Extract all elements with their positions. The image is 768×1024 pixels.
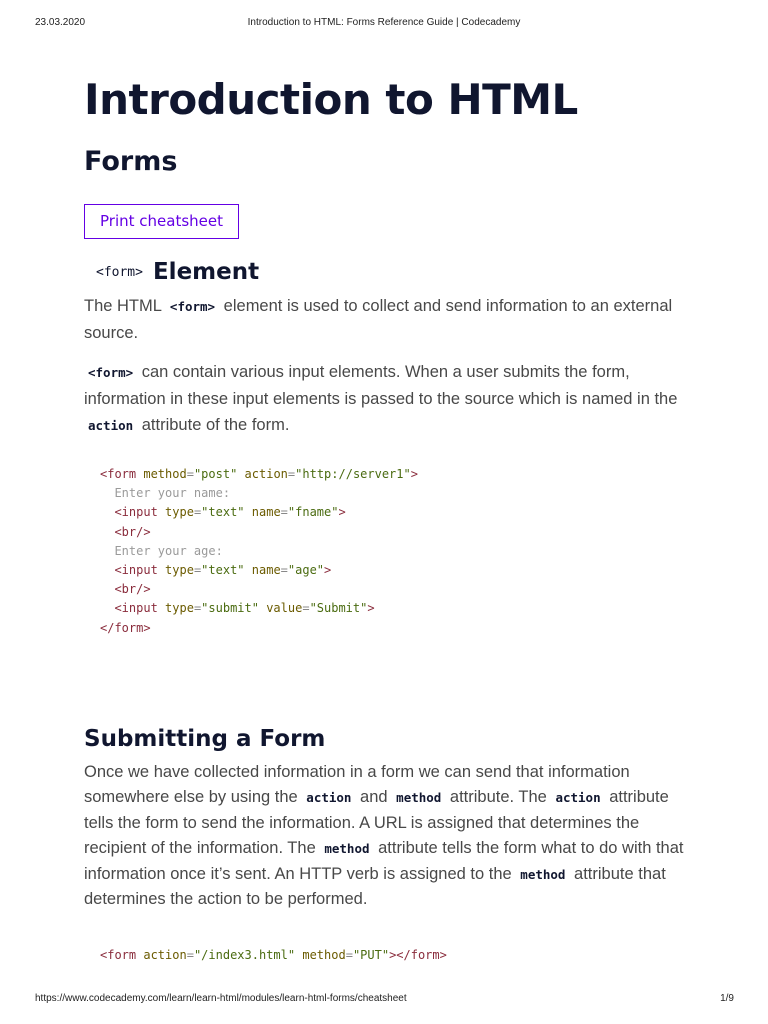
code-token: =	[186, 947, 194, 962]
code-line	[100, 542, 684, 561]
code-token: value	[266, 601, 303, 616]
inline-code: <form>	[169, 299, 216, 314]
print-cheatsheet-button[interactable]: Print cheatsheet	[84, 204, 239, 239]
code-line	[100, 484, 684, 503]
code-token: <input	[100, 505, 166, 520]
code-token: <form	[100, 947, 144, 962]
code-token: "post"	[193, 467, 238, 481]
code-token: >	[338, 505, 346, 520]
heading-text-element: Element	[152, 259, 260, 285]
form-description-paragraph	[84, 293, 684, 346]
text: and	[360, 788, 388, 807]
text: element is used to collect and send information to an external source.	[84, 297, 673, 342]
code-token: "Submit"	[309, 601, 368, 616]
code-token: method	[302, 947, 346, 962]
code-token: =	[302, 601, 310, 616]
text: attribute that determines the action to be performed.	[84, 864, 666, 909]
code-line	[100, 503, 684, 522]
code-token: method	[143, 467, 187, 481]
page-subtitle: Forms	[84, 146, 178, 177]
code-token: "PUT"	[352, 947, 390, 962]
text: The HTML	[84, 297, 162, 315]
code-token: =	[280, 563, 288, 578]
code-token: action	[143, 947, 187, 962]
section-heading-submitting: Submitting a Form	[84, 725, 326, 752]
code-token: =	[193, 601, 202, 616]
code-token: Enter your name:	[100, 486, 231, 501]
code-token: =	[287, 467, 296, 481]
code-token: <input	[100, 563, 166, 578]
section-heading-form-element	[84, 256, 684, 289]
code-line	[100, 580, 684, 599]
code-token: action	[244, 467, 288, 481]
section-submitting-form	[84, 724, 684, 965]
code-token: "submit"	[201, 601, 259, 616]
code-token: <br/>	[100, 582, 151, 597]
text: attribute. The	[449, 788, 547, 807]
code-token: ></form>	[389, 947, 447, 962]
code-token: =	[193, 505, 202, 520]
code-token: "fname"	[287, 505, 339, 520]
code-token: "text"	[201, 505, 245, 520]
inline-code: method	[324, 841, 370, 857]
print-date: 23.03.2020	[35, 17, 86, 28]
code-token: type	[165, 505, 194, 520]
text: attribute tells the form to send the information. A URL is assigned that determines the recipient of the information. The	[84, 788, 669, 858]
code-token: <form	[100, 467, 144, 481]
code-token: type	[165, 563, 194, 578]
submitting-paragraph	[84, 760, 684, 913]
code-token: type	[165, 601, 194, 616]
page-title: Introduction to HTML	[84, 75, 578, 124]
code-token: "age"	[287, 563, 325, 578]
code-token: </form>	[100, 620, 151, 635]
code-token	[237, 467, 244, 481]
code-token: =	[280, 505, 288, 520]
code-token: name	[251, 505, 281, 520]
print-page-title: Introduction to HTML: Forms Reference Guide | Codecademy	[247, 17, 521, 28]
text: can contain various input elements. When a user submits the form, information in these input elements is passed to the source which is named in the	[84, 363, 678, 408]
cheatsheet-content	[84, 70, 684, 965]
code-token: "text"	[201, 563, 245, 578]
inline-code: action	[555, 790, 601, 806]
inline-code: action	[88, 418, 134, 433]
code-token: >	[324, 563, 332, 578]
code-example-submit	[100, 946, 684, 965]
inline-code: method	[396, 790, 442, 806]
code-token: Enter your age:	[100, 543, 223, 558]
code-token: =	[193, 563, 202, 578]
print-url: https://www.codecademy.com/learn/learn-html/modules/learn-html-forms/cheatsheet	[35, 993, 407, 1004]
code-token: >	[410, 467, 418, 481]
inline-code: action	[306, 790, 352, 806]
code-line	[100, 523, 684, 542]
code-example-form	[100, 465, 684, 638]
code-token: >	[367, 601, 375, 616]
code-line	[100, 561, 684, 580]
form-inputs-paragraph	[84, 359, 684, 439]
inline-code: <form>	[88, 365, 134, 380]
code-token: name	[251, 563, 281, 578]
code-line	[100, 619, 684, 638]
code-line	[100, 465, 684, 484]
code-token: <br/>	[100, 524, 151, 539]
code-token: "http://server1"	[295, 467, 411, 481]
code-token: "/index3.html"	[193, 947, 296, 962]
section-form-element	[84, 256, 684, 638]
code-token: =	[186, 467, 194, 481]
code-line	[100, 599, 684, 618]
text: attribute tells the form what to do with that information once it’s sent. An HTTP verb is assigned to the	[84, 839, 684, 883]
code-token	[245, 563, 252, 577]
inline-code: method	[520, 866, 566, 882]
heading-code-form: <form>	[96, 265, 143, 280]
code-token: =	[345, 947, 353, 962]
code-line	[100, 946, 684, 965]
print-page-number: 1/9	[720, 993, 734, 1004]
text: Once we have collected information in a form we can send that information somewhere else by using the	[84, 762, 630, 807]
text: attribute of the form.	[141, 416, 290, 434]
code-token: <input	[100, 601, 166, 616]
code-token	[245, 505, 252, 519]
